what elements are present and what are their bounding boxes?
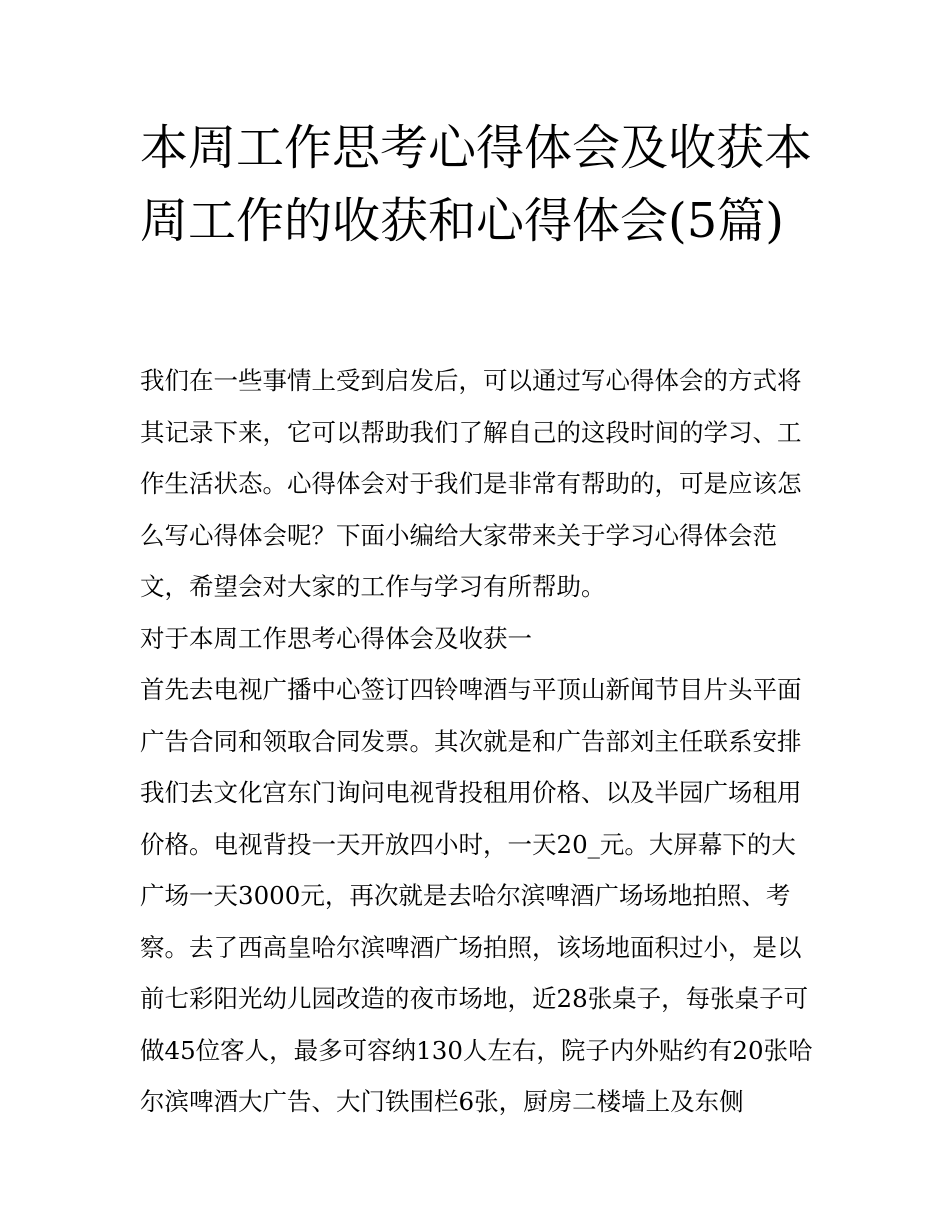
intro-paragraph: 我们在一些事情上受到启发后，可以通过写心得体会的方式将其记录下来，它可以帮助我们了解自己的这段时间的学习、工作生活状态。心得体会对于我们是非常有帮助的，可是应该怎么写心得体会呢？下面小编给大家带来关于学习心得体会范文，希望会对大家的工作与学习有所帮助。 bbox=[140, 366, 802, 601]
section-heading: 对于本周工作思考心得体会及收获一 bbox=[140, 623, 532, 653]
body-paragraph: 首先去电视广播中心签订四铃啤酒与平顶山新闻节目片头平面广告合同和领取合同发票。其次就是和广告部刘主任联系安排我们去文化宫东门询问电视背投租用价格、以及半园广场租用价格。电视背投一天开放四小时，一天20_元。大屏幕下的大广场一天3000元，再次就是去哈尔滨啤酒广场场地拍照、考察。去了西高皇哈尔滨啤酒广场拍照，该场地面积过小，是以前七彩阳光幼儿园改造的夜市场地，近28张桌子，每张桌子可做45位客人，最多可容纳130人左右，院子内外贴约有20张哈尔滨啤酒大广告、大门铁围栏6张，厨房二楼墙上及东侧 bbox=[140, 675, 813, 1116]
document-body bbox=[140, 355, 820, 1128]
document-title: 本周工作思考心得体会及收获本周工作的收获和心得体会(5篇) bbox=[140, 120, 813, 249]
